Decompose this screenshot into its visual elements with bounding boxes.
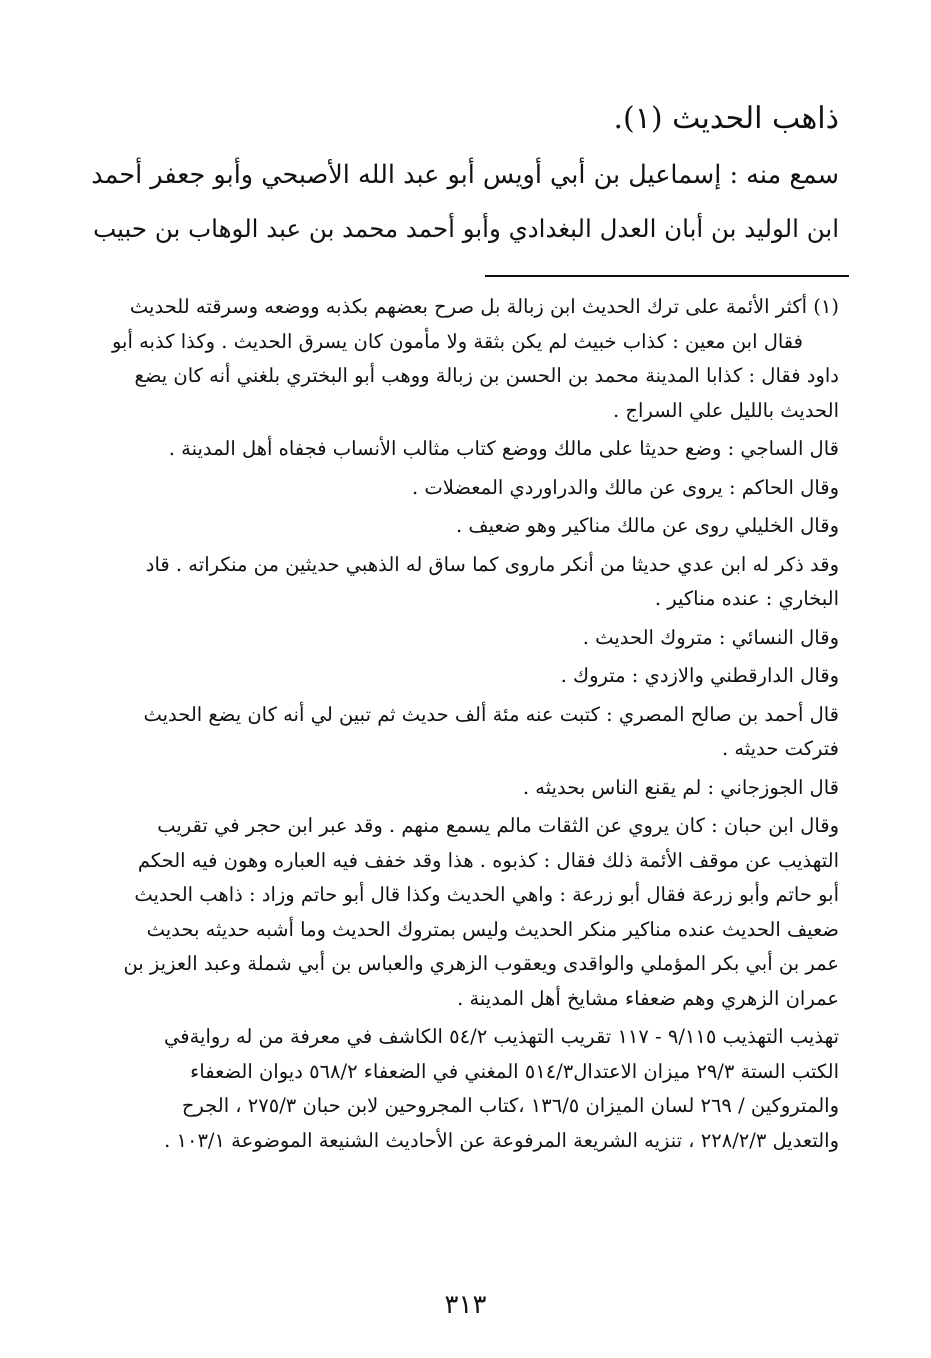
footnote-line: تهذيب التهذيب ٩/١١٥ - ١١٧ تقريب التهذيب ٥٤/٢ الكاشف في معرفة من له روايةفي (164, 1025, 839, 1048)
footnote-line: وقال ابن حبان : كان يروي عن الثقات مالم يسمع منهم . وقد عبر ابن حجر في تقريب (157, 814, 839, 837)
main-text-line: سمع منه : إسماعيل بن أبي أويس أبو عبد الله الأصبحي وأبو جعفر أحمد (91, 160, 839, 190)
footnote-line: البخاري : عنده مناكير . (654, 587, 839, 610)
main-text-line: ذاهب الحديث (١). (613, 101, 839, 136)
footnote-line: عمر بن أبي بكر المؤملي والواقدى ويعقوب الزهري والعباس بن أبي شملة وعبد العزيز بن (123, 952, 839, 975)
footnote-line: فقال ابن معين : كذاب خبيث لم يكن بثقة ولا مأمون كان يسرق الحديث . وكذا كذبه أبو (111, 329, 803, 353)
footnote-line: وقال الدارقطني والازدي : متروك . (560, 664, 839, 687)
footnote-line: والتعديل ٢٢٨/٢/٣ ، تنزيه الشريعة المرفوعة عن الأحاديث الشنيعة الموضوعة ١٠٣/١ . (164, 1128, 839, 1152)
footnote-line: قال أحمد بن صالح المصري : كتبت عنه مئة ألف حديث ثم تبين لي أنه كان يضع الحديث (143, 702, 839, 726)
footnote-line: عمران الزهري وهم ضعفاء مشايخ أهل المدينة . (457, 986, 839, 1010)
footnote-line: قال الجوزجاني : لم يقنع الناس بحديثه . (522, 775, 839, 799)
page-number: ٣١٣ (444, 1290, 487, 1320)
footnote-line: التهذيب عن موقف الأئمة ذلك فقال : كذبوه . هذا وقد خفف فيه العباره وهون فيه الحكم (137, 848, 839, 872)
footnote-line: فتركت حديثه . (721, 737, 839, 760)
footnote-line: ضعيف الحديث عنده مناكير منكر الحديث وليس بمتروك الحديث وما أشبه حديثه بحديث (146, 917, 839, 941)
footnote-line: وقال الحاكم : يروى عن مالك والدراوردي المعضلات . (411, 475, 839, 499)
footnote-line: والمتروكين / ٢٦٩ لسان الميزان ١٣٦/٥ ،كتاب المجروحين لابن حبان ٢٧٥/٣ ، الجرح (181, 1094, 839, 1117)
footnote-line: وقال النسائي : متروك الحديث . (582, 625, 839, 649)
footnote-line: الكتب الستة ٢٩/٣ ميزان الاعتدال٥١٤/٣ المغني في الضعفاء ٥٦٨/٢ ديوان الضعفاء (190, 1059, 839, 1083)
footnotes (82, 290, 839, 1158)
footnote-line: قال الساجي : وضع حديثا على مالك ووضع كتاب مثالب الأنساب فجفاه أهل المدينة . (168, 437, 839, 460)
footnote-line: أبو حاتم وأبو زرعة فقال أبو زرعة : واهي الحديث وكذا قال أبو حاتم وزاد : ذاهب الحديث (134, 883, 839, 906)
footnote-line: داود فقال : كذابا المدينة محمد بن الحسن بن زبالة ووهب أبو البختري بلغني أنه كان يضع (134, 364, 839, 387)
footnote-line: (١) أكثر الأئمة على ترك الحديث ابن زبالة بل صرح بعضهم بكذبه ووضعه وسرقته للحديث (129, 295, 839, 318)
footnote-line: وقد ذكر له ابن عدي حديثا من أنكر ماروى كما ساق له الذهبي حديثين من منكراته . قاد (145, 552, 839, 576)
footnote-line: وقال الخليلي روى عن مالك مناكير وهو ضعيف . (456, 514, 839, 537)
main-text-line: ابن الوليد بن أبان العدل البغدادي وأبو أحمد محمد بن عبد الوهاب بن حبيب (93, 214, 839, 243)
footnote-line: الحديث بالليل علي السراج . (612, 398, 839, 422)
footnote-separator (485, 275, 849, 277)
main-text (82, 92, 839, 256)
